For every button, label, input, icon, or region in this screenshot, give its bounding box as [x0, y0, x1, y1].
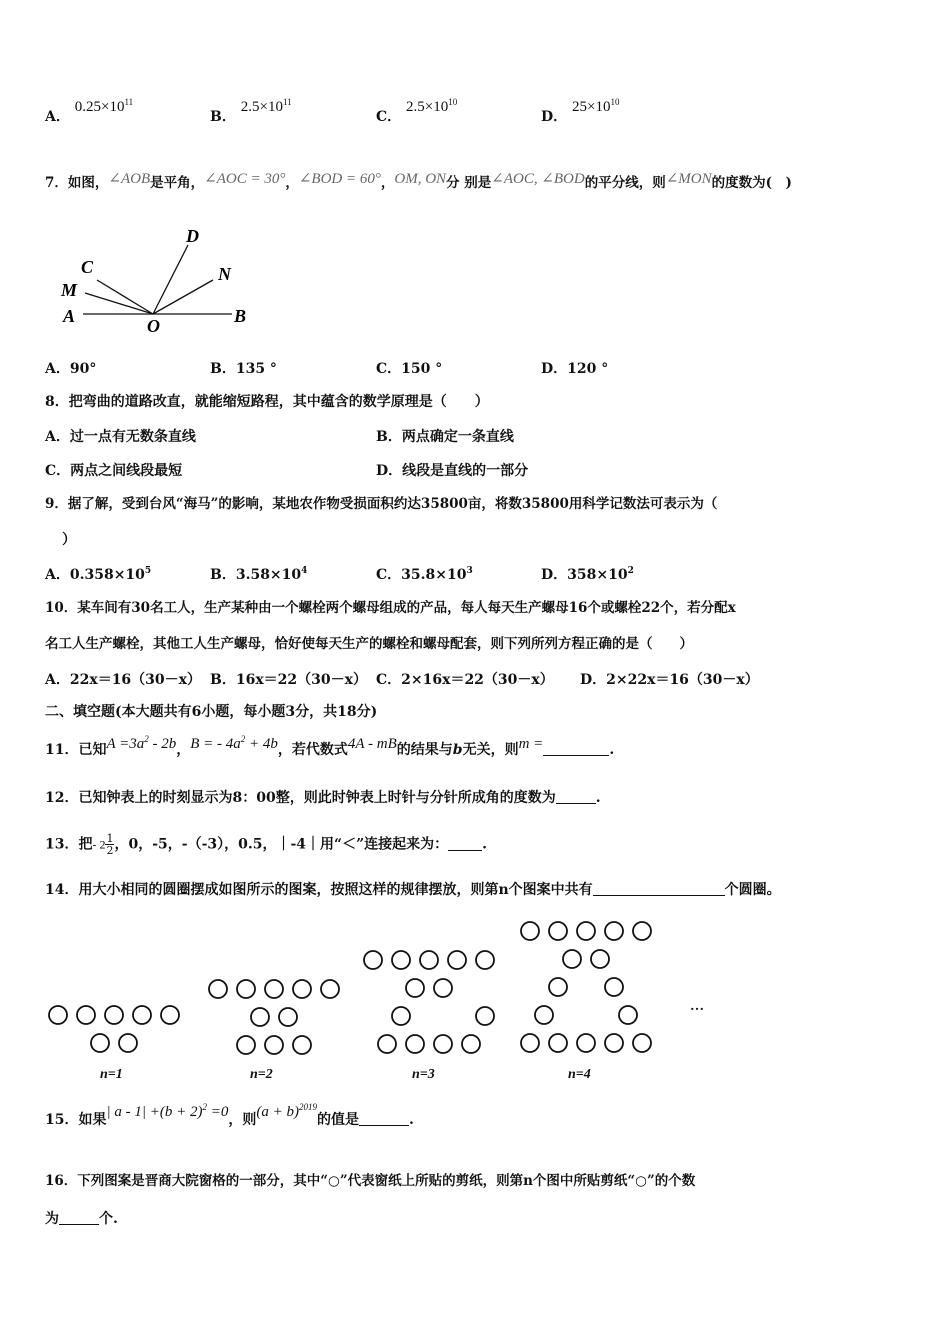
q12-stem: 12．已知钟表上的时刻显示为8：00整，则此时钟表上时针与分针所成角的度数为 . [45, 790, 601, 806]
q16-answer-blank[interactable] [59, 1210, 99, 1225]
label-c: C [81, 257, 94, 277]
q11-answer-blank[interactable] [543, 741, 609, 756]
pattern-n4 [521, 922, 651, 1052]
label-n: N [218, 264, 231, 284]
fraction-one-half: $\frac{1}{2}$ [106, 832, 114, 857]
q7-option-d: D．120 ° [541, 361, 609, 377]
q8-option-c: C．两点之间线段最短 [45, 463, 183, 479]
q14-ellipsis: … [690, 999, 704, 1014]
q10-option-b: B．16x＝22（30－x） [210, 672, 367, 688]
q8-option-d: D．线段是直线的一部分 [376, 463, 529, 479]
q10-stem-line1: 10．某车间有30名工人，生产某种由一个螺栓两个螺母组成的产品，每人每天生产螺母16个或螺栓22个，若分配x [45, 600, 736, 616]
q13-stem: 13．把- 2 $\frac{1}{2}$ ，0，-5，-（-3），0.5，｜-4｜用“＜”连接起来为： . [45, 832, 488, 857]
section-2-heading: 二、填空题(本大题共有6小题，每小题3分，共18分) [45, 704, 378, 720]
q9-option-a: A．$0.358\times 10^5$ [45, 566, 152, 583]
q16-stem-line2: 为 个. [45, 1211, 118, 1227]
q14-answer-blank[interactable] [593, 881, 725, 896]
pattern-n2 [209, 980, 339, 1054]
label-b: B [234, 306, 247, 326]
q10-stem-line2: 名工人生产螺栓，其他工人生产螺母，恰好使每天生产的螺栓和螺母配套，则下列所列方程正确的是（ ） [45, 636, 693, 652]
label-n4: n=4 [568, 1067, 591, 1082]
label-n2: n=2 [250, 1067, 273, 1082]
label-o: O [147, 316, 160, 336]
label-a: A [63, 306, 76, 326]
q14-circle-patterns [40, 910, 720, 1085]
q13-answer-blank[interactable] [448, 836, 482, 851]
label-n3: n=3 [412, 1067, 435, 1082]
q15-answer-blank[interactable] [359, 1111, 409, 1126]
q16-stem-line1: 16．下列图案是晋商大院窗格的一部分，其中“○”代表窗纸上所贴的剪纸，则第n个图中所贴剪纸“○”的个数 [45, 1173, 696, 1189]
q9-stem: 9．据了解，受到台风“海马”的影响，某地农作物受损面积约达35800亩，将数35800用科学记数法可表示为（ [45, 496, 718, 512]
q7-option-c: C．150 ° [376, 361, 443, 377]
q12-answer-blank[interactable] [556, 789, 596, 804]
q10-option-c: C．2×16x＝22（30－x） [376, 672, 554, 688]
ray-oc [97, 280, 153, 314]
q7-option-b: B．135 ° [210, 361, 277, 377]
q6-option-c: C． $2.5\times 10^{10}$ [376, 97, 458, 125]
q9-close-paren: ） [62, 532, 76, 548]
q7-option-a: A．90° [45, 361, 97, 377]
q6-option-d: D． $25\times 10^{10}$ [541, 97, 620, 125]
q8-option-a: A．过一点有无数条直线 [45, 429, 196, 445]
pattern-n1 [49, 1006, 179, 1052]
q7-stem: 7．如图，∠AOB是平角，∠AOC = 30°，∠BOD = 60°，OM, ON分 别是∠AOC, ∠BOD的平分线，则∠MON的度数为( ) [45, 171, 792, 191]
q14-stem: 14．用大小相同的圆圈摆成如图所示的图案，按照这样的规律摆放，则第n个图案中共有 个圆圈。 [45, 882, 781, 898]
label-m: M [61, 280, 78, 300]
q8-stem: 8．把弯曲的道路改直，就能缩短路程，其中蕴含的数学原理是（ ） [45, 394, 489, 410]
label-n1: n=1 [100, 1067, 123, 1082]
q10-option-a: A．22x＝16（30－x） [45, 672, 202, 688]
q6-option-b: B． $2.5\times 10^{11}$ [210, 97, 292, 125]
label-d: D [186, 226, 199, 246]
pattern-n3 [364, 951, 494, 1053]
q9-option-d: D．$358\times 10^2$ [541, 566, 634, 583]
q11-stem: 11．已知$A =3a^2 - 2b$，B = - $4a^2 + 4b$，若代数式4A - mB的结果与b无关，则m = . [45, 734, 615, 758]
q15-stem: 15．如果| $a - 1| +(b + 2)^2 =0$，则$(a + b)^{2019}$的值是 . [45, 1102, 414, 1128]
q9-option-c: C．$35.8\times 10^3$ [376, 566, 473, 583]
q8-option-b: B．两点确定一条直线 [376, 429, 514, 445]
ray-om [85, 293, 153, 314]
q9-option-b: B．$3.58\times 10^4$ [210, 566, 308, 583]
q6-option-a: A． $0.25\times 10^{11}$ [45, 97, 134, 125]
q10-option-d: D．2×22x＝16（30－x） [580, 672, 759, 688]
q7-angle-figure [55, 225, 265, 340]
